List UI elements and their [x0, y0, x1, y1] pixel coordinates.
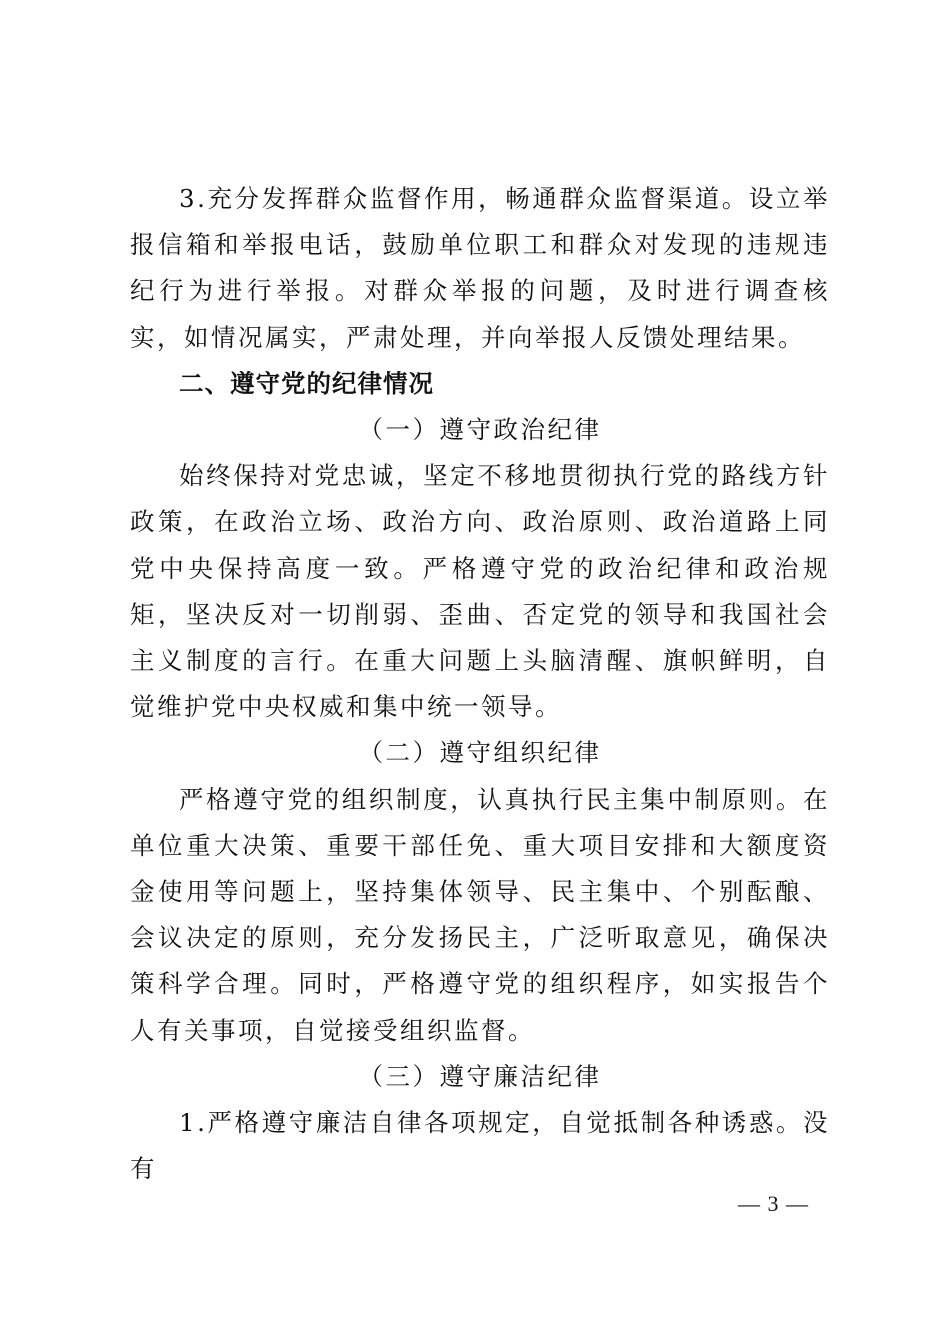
- paragraph-public-supervision: 3.充分发挥群众监督作用，畅通群众监督渠道。设立举报信箱和举报电话，鼓励单位职工和群众对发现的违规违纪行为进行举报。对群众举报的问题，及时进行调查核实，如情况属实，严肃处理，并向举报人反馈处理结果。: [130, 184, 830, 352]
- paragraph-political-discipline: 始终保持对党忠诚，坚定不移地贯彻执行党的路线方针政策，在政治立场、政治方向、政治原则、政治道路上同党中央保持高度一致。严格遵守党的政治纪律和政治规矩，坚决反对一切削弱、歪曲、否定党的领导和我国社会主义制度的言行。在重大问题上头脑清醒、旗帜鲜明，自觉维护党中央权威和集中统一领导。: [130, 461, 830, 722]
- subsection-heading-organizational-discipline: （二）遵守组织纪律: [358, 738, 602, 768]
- subsection-heading-integrity-discipline: （三）遵守廉洁纪律: [358, 1061, 602, 1091]
- paragraph-organizational-discipline: 严格遵守党的组织制度，认真执行民主集中制原则。在单位重大决策、重要干部任免、重大项目安排和大额度资金使用等问题上，坚持集体领导、民主集中、个别酝酿、会议决定的原则，充分发扬民主，广泛听取意见，确保决策科学合理。同时，严格遵守党的组织程序，如实报告个人有关事项，自觉接受组织监督。: [130, 784, 830, 1045]
- page-number: — 3 —: [738, 1191, 809, 1216]
- paragraph-integrity-discipline: 1.严格遵守廉洁自律各项规定，自觉抵制各种诱惑。没有: [130, 1108, 830, 1184]
- section-heading-party-discipline: 二、遵守党的纪律情况: [179, 368, 434, 398]
- subsection-heading-political-discipline: （一）遵守政治纪律: [358, 415, 602, 445]
- document-body: [130, 176, 830, 1192]
